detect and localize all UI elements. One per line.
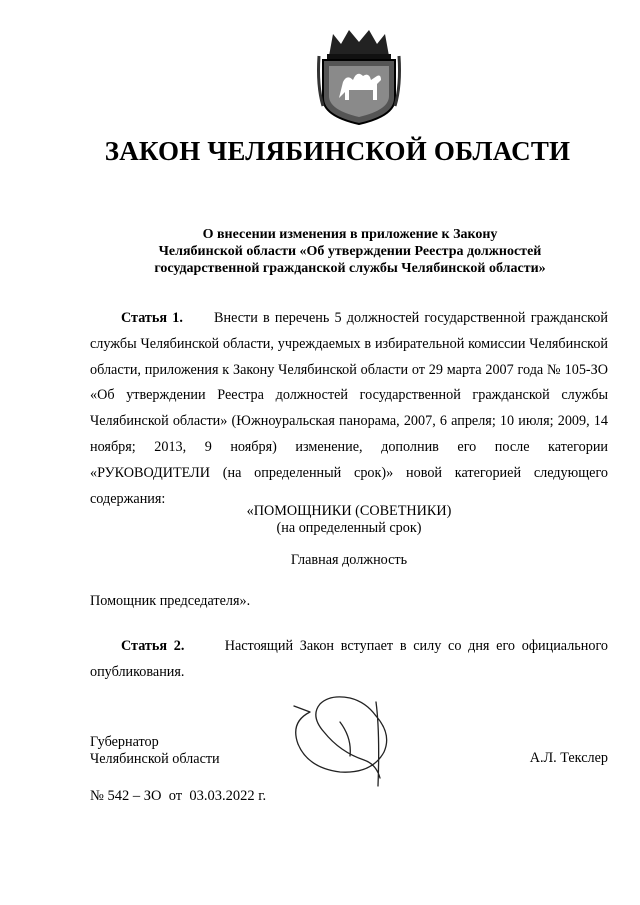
article-2-paragraph [90,634,608,686]
signatory-title-line-1: Губернатор [90,734,159,750]
signatory-title-line-2: Челябинской области [90,751,220,767]
position-name: Помощник председателя». [90,593,251,609]
subtitle-line-1: О внесении изменения в приложение к Закону [202,227,498,242]
position-group: Главная должность [290,552,408,568]
coat-of-arms-icon [315,26,403,126]
article-1-paragraph [90,306,608,512]
signatory-name: А.Л. Текслер [529,750,608,766]
document-title: ЗАКОН ЧЕЛЯБИНСКОЙ ОБЛАСТИ [104,136,571,166]
article-2-heading: Статья 2. [121,638,185,654]
category-line-1: «ПОМОЩНИКИ (СОВЕТНИКИ) [246,503,452,519]
article-1-heading: Статья 1. [121,310,183,326]
subtitle-line-3: государственной гражданской службы Челябинской области» [154,261,546,276]
article-1-text: Внести в перечень 5 должностей государственной гражданской службы Челябинской области, учреждаемых в избирательной комиссии Челябинской области, приложения к Закону Челябинской области от 29 марта 2007 года № 105-ЗО «Об утверждении Реестра должностей государственной гражданской службы Челябинской области» (Южноуральская панорама, 2007, 6 апреля; 10 июля; 2009, 14 ноября; 2013, 9 ноября) изменение, дополнив его после категории «РУКОВОДИТЕЛИ (на определенный срок)» новой категорией следующего содержания: [90,310,608,507]
category-line-2: (на определенный срок) [276,520,422,536]
article-2-text: Настоящий Закон вступает в силу со дня его официального опубликования. [90,638,609,680]
subtitle-line-2: Челябинской области «Об утверждении Реестра должностей [158,244,542,259]
handwritten-signature [280,682,400,792]
law-number: № 542 – ЗО от 03.03.2022 г. [90,788,267,804]
